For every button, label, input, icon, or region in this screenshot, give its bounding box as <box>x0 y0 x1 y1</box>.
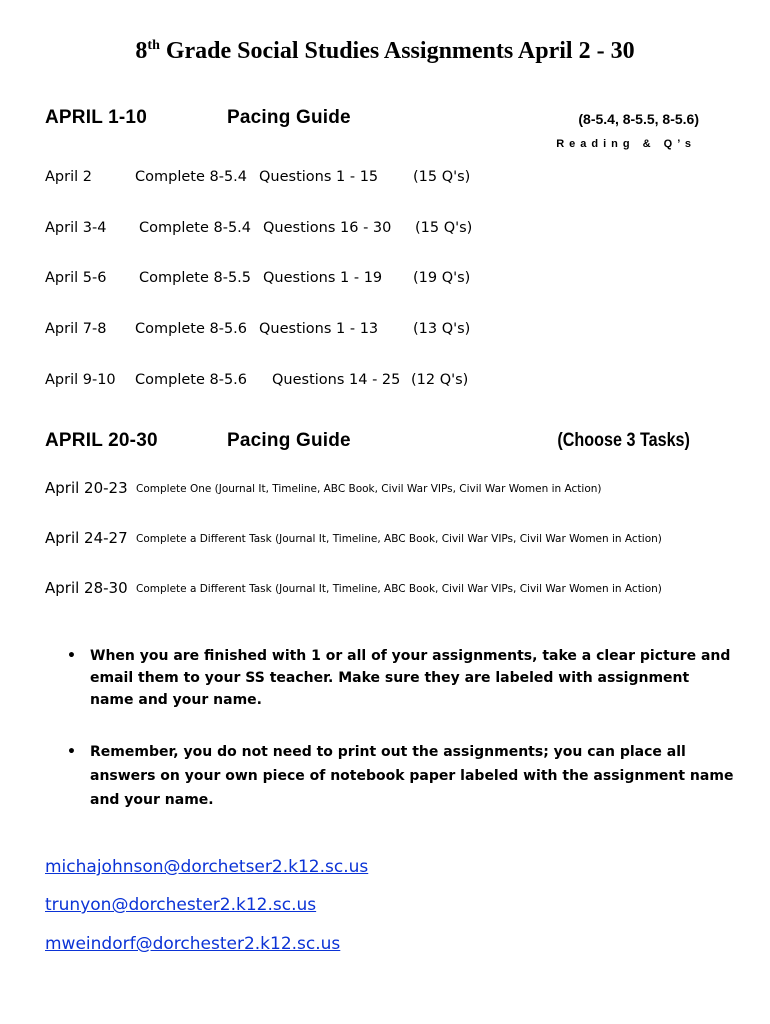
row-count: (15 Q's) <box>413 169 471 185</box>
email-link-johnson[interactable]: michajohnson@dorchetser2.k12.sc.us <box>45 857 369 877</box>
section2-heading: APRIL 20-30 <box>45 430 158 451</box>
list-item <box>45 740 735 812</box>
email-link-weindorf[interactable]: mweindorf@dorchester2.k12.sc.us <box>45 934 341 954</box>
row-count: (19 Q's) <box>413 270 471 286</box>
row-task: Complete 8-5.4 <box>135 169 248 185</box>
row-task: Complete 8-5.5 <box>139 270 252 286</box>
section1-heading: APRIL 1-10 <box>45 107 147 128</box>
section1-subnote: Reading & Q’s <box>556 138 696 150</box>
section1-pacing-label: Pacing Guide <box>227 107 351 128</box>
bullet-icon: • <box>67 648 76 664</box>
notes-list <box>45 645 735 711</box>
table-row <box>45 220 106 236</box>
row-count: (15 Q's) <box>415 220 473 236</box>
task-row-description: Complete a Different Task (Journal It, Timeline, ABC Book, Civil War VIPs, Civil War Women in Action) <box>136 533 662 545</box>
table-row <box>45 270 106 286</box>
page-title: 8th Grade Social Studies Assignments April 2 - 30 <box>135 38 635 64</box>
note-text: When you are finished with 1 or all of your assignments, take a clear picture and email them to your SS teacher. Make sure they are labeled with assignment name and your name. <box>90 648 731 708</box>
row-count: (13 Q's) <box>413 321 471 337</box>
table-row <box>45 372 116 388</box>
row-task: Complete 8-5.6 <box>135 321 248 337</box>
table-row <box>45 169 92 185</box>
bullet-icon: • <box>67 744 76 760</box>
note-text: Remember, you do not need to print out the assignments; you can place all answers on your own piece of notebook paper labeled with the assignment name and your name. <box>90 744 734 808</box>
table-row <box>45 321 106 337</box>
task-row-description: Complete One (Journal It, Timeline, ABC Book, Civil War VIPs, Civil War Women in Action) <box>136 483 602 495</box>
notes-list <box>45 740 735 812</box>
section2-choose-note: (Choose 3 Tasks) <box>557 430 690 451</box>
row-date: April 3-4 <box>45 220 107 236</box>
row-date: April 2 <box>45 169 92 185</box>
row-questions: Questions 1 - 15 <box>259 169 379 185</box>
email-link-runyon[interactable]: trunyon@dorchester2.k12.sc.us <box>45 895 317 915</box>
task-row-date: April 28-30 <box>45 579 128 597</box>
row-questions: Questions 14 - 25 <box>272 372 401 388</box>
section2-pacing-label: Pacing Guide <box>227 430 351 451</box>
task-row-date: April 24-27 <box>45 529 128 547</box>
row-date: April 9-10 <box>45 372 116 388</box>
section1-standards: (8-5.4, 8-5.5, 8-5.6) <box>578 111 699 127</box>
list-item <box>45 645 735 711</box>
row-questions: Questions 1 - 19 <box>263 270 383 286</box>
row-count: (12 Q's) <box>411 372 469 388</box>
task-row-date: April 20-23 <box>45 479 128 497</box>
row-task: Complete 8-5.6 <box>135 372 248 388</box>
row-questions: Questions 1 - 13 <box>259 321 379 337</box>
row-date: April 7-8 <box>45 321 107 337</box>
row-task: Complete 8-5.4 <box>139 220 252 236</box>
row-questions: Questions 16 - 30 <box>263 220 392 236</box>
task-row-description: Complete a Different Task (Journal It, Timeline, ABC Book, Civil War VIPs, Civil War Women in Action) <box>136 583 662 595</box>
row-date: April 5-6 <box>45 270 107 286</box>
